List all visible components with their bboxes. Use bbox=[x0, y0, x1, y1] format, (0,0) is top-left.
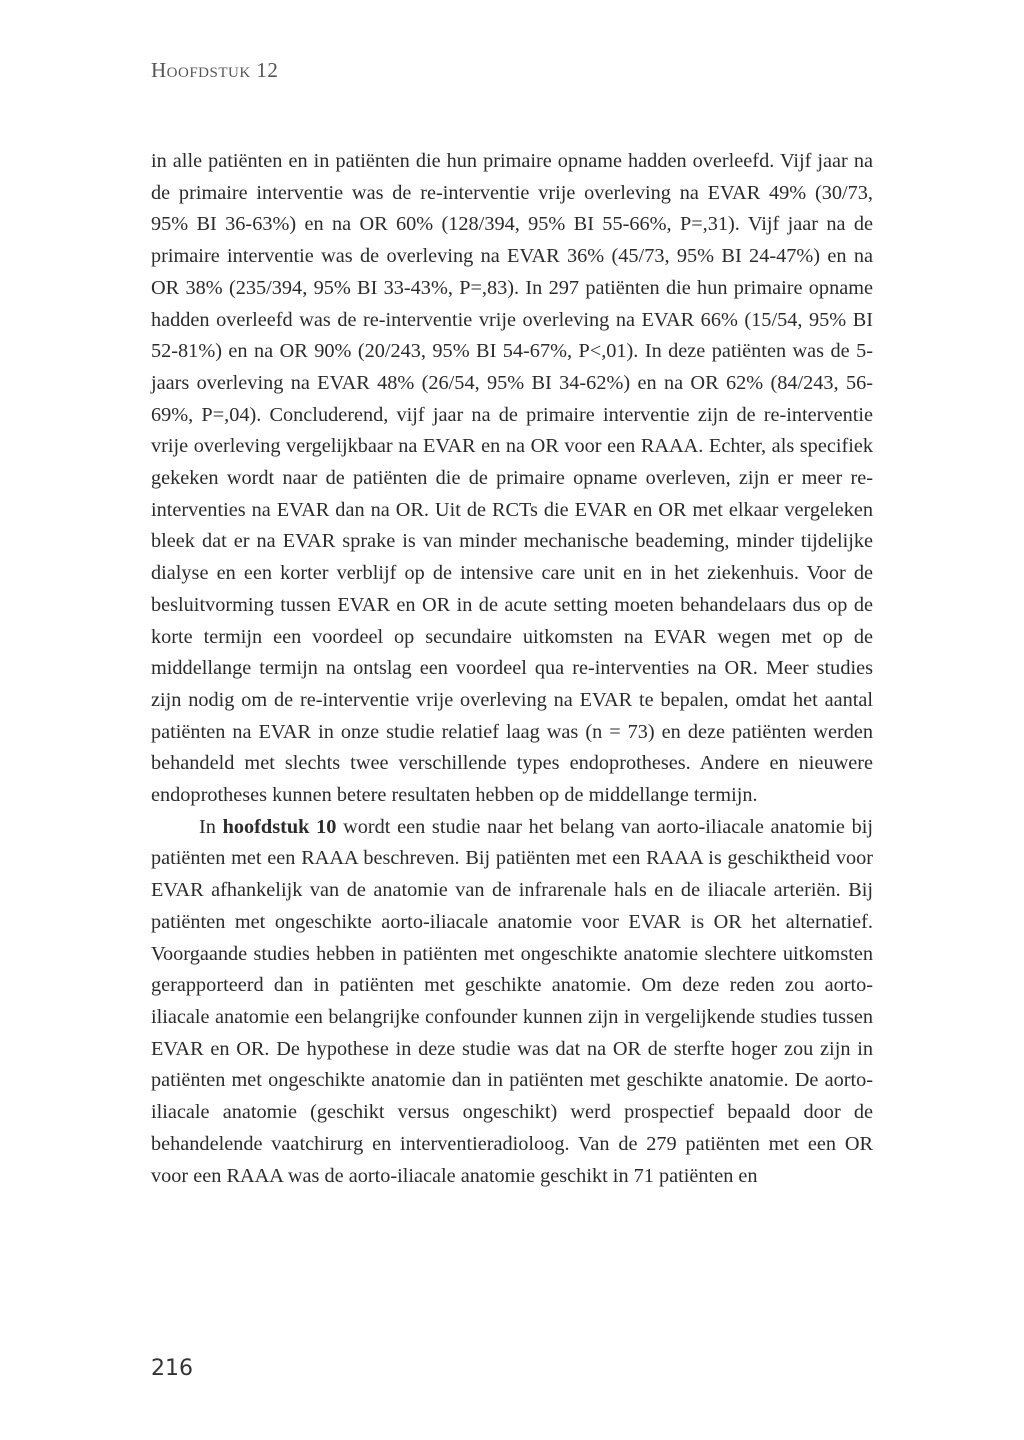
paragraph-2-text: wordt een studie naar het belang van aorto-iliacale anatomie bij patiënten met een RAAA beschreven. Bij patiënten met een RAAA is geschiktheid voor EVAR afhankelijk van de anatomie van de infrarenale hals en de iliacale arteriën. Bij patiënten met ongeschikte aorto-iliacale anatomie voor EVAR is OR het alternatief. Voorgaande studies hebben in patiënten met ongeschikte anatomie slechtere uitkomsten gerapporteerd dan in patiënten met geschikte anatomie. Om deze reden zou aorto-iliacale anatomie een belangrijke confounder kunnen zijn in vergelijkende studies tussen EVAR en OR. De hypothese in deze studie was dat na OR de sterfte hoger zou zijn in patiënten met ongeschikte anatomie dan in patiënten met geschikte anatomie. De aorto-iliacale anatomie (geschikt versus ongeschikt) werd prospectief bepaald door de behandelende vaatchirurg en interventieradioloog. Van de 279 patiënten met een OR voor een RAAA was de aorto-iliacale anatomie geschikt in 71 patiënten en bbox=[151, 815, 873, 1187]
paragraph-2-prefix: In bbox=[199, 815, 223, 838]
running-head: Hoofdstuk 12 bbox=[151, 58, 279, 82]
paragraph-1: in alle patiënten en in patiënten die hun primaire opname hadden overleefd. Vijf jaar na de primaire interventie was de re-interventie vrije overleving na EVAR 49% (30/73, 95% BI 36-63%) en na OR 60% (128/394, 95% BI 55-66%, P=,31). Vijf jaar na de primaire interventie was de overleving na EVAR 36% (45/73, 95% BI 24-47%) en na OR 38% (235/394, 95% BI 33-43%, P=,83). In 297 patiënten die hun primaire opname hadden overleefd was de re-interventie vrije overleving na EVAR 66% (15/54, 95% BI 52-81%) en na OR 90% (20/243, 95% BI 54-67%, P<,01). In deze patiënten was de 5-jaars overleving na EVAR 48% (26/54, 95% BI 34-62%) en na OR 62% (84/243, 56-69%, P=,04). Concluderend, vijf jaar na de primaire interventie zijn de re-interventie vrije overleving vergelijkbaar na EVAR en na OR voor een RAAA. Echter, als specifiek gekeken wordt naar de patiënten die de primaire opname overleven, zijn er meer re-interventies na EVAR dan na OR. Uit de RCTs die EVAR en OR met elkaar vergeleken bleek dat er na EVAR sprake is van minder mechanische beademing, minder tijdelijke dialyse en een korter verblijf op de intensive care unit en in het ziekenhuis. Voor de besluitvorming tussen EVAR en OR in de acute setting moeten behandelaars dus op de korte termijn een voordeel op secundaire uitkomsten na EVAR wegen met op de middellange termijn na ontslag een voordeel qua re-interventies na OR. Meer studies zijn nodig om de re-interventie vrije overleving na EVAR te bepalen, omdat het aantal patiënten na EVAR in onze studie relatief laag was (n = 73) en deze patiënten werden behandeld met slechts twee verschillende types endoprotheses. Andere en nieuwere endoprotheses kunnen betere resultaten hebben op de middellange termijn. bbox=[151, 150, 873, 807]
body-text bbox=[151, 146, 873, 1192]
page-number: 216 bbox=[151, 1356, 193, 1381]
paragraph-2 bbox=[151, 812, 873, 1192]
chapter-reference: hoofdstuk 10 bbox=[222, 815, 337, 838]
